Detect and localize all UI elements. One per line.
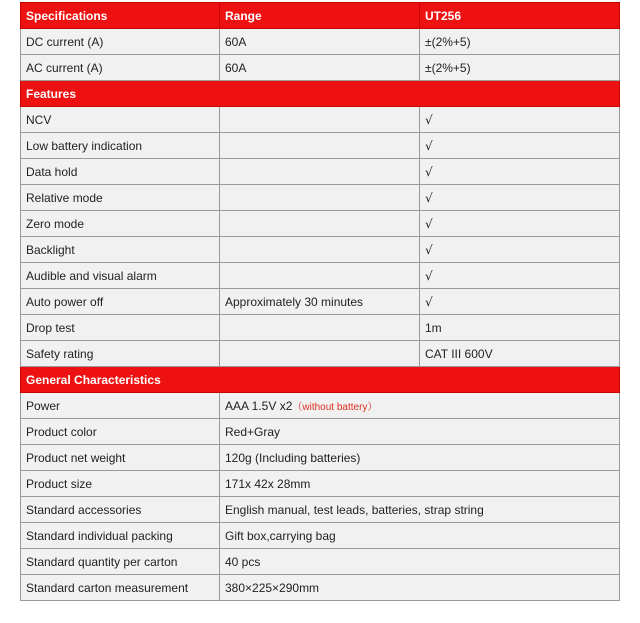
row-range <box>219 341 419 367</box>
table-row <box>21 237 620 263</box>
table-row <box>21 497 620 523</box>
power-value: AAA 1.5V x2 <box>224 399 293 413</box>
row-label: Auto power off <box>21 289 220 315</box>
table-row <box>21 55 620 81</box>
table-row <box>21 445 620 471</box>
row-value: 40 pcs <box>219 549 619 575</box>
general-characteristics-header-row <box>21 367 620 393</box>
row-range <box>219 211 419 237</box>
table-row <box>21 159 620 185</box>
table-row <box>21 185 620 211</box>
row-value: √ <box>419 185 619 211</box>
row-value: √ <box>419 159 619 185</box>
row-value <box>219 393 619 419</box>
row-value: √ <box>419 237 619 263</box>
row-value: √ <box>419 289 619 315</box>
section-title: Features <box>21 81 620 107</box>
specifications-table <box>20 2 620 601</box>
row-value: 171x 42x 28mm <box>219 471 619 497</box>
row-range: 60A <box>219 29 419 55</box>
header-cell: Specifications <box>21 3 220 29</box>
row-value: √ <box>419 107 619 133</box>
specifications-header-row <box>21 3 620 29</box>
row-label: Drop test <box>21 315 220 341</box>
row-label: Audible and visual alarm <box>21 263 220 289</box>
row-value: √ <box>419 211 619 237</box>
row-range <box>219 237 419 263</box>
row-value: ±(2%+5) <box>419 55 619 81</box>
row-value: ±(2%+5) <box>419 29 619 55</box>
row-range <box>219 133 419 159</box>
table-row <box>21 211 620 237</box>
section-title: General Characteristics <box>21 367 620 393</box>
row-label: Standard accessories <box>21 497 220 523</box>
row-label: Standard carton measurement <box>21 575 220 601</box>
row-label: Product color <box>21 419 220 445</box>
row-range <box>219 107 419 133</box>
row-label: Backlight <box>21 237 220 263</box>
row-range <box>219 185 419 211</box>
row-value: English manual, test leads, batteries, strap string <box>219 497 619 523</box>
row-label: DC current (A) <box>21 29 220 55</box>
row-label: Zero mode <box>21 211 220 237</box>
table-row <box>21 29 620 55</box>
row-label: Standard quantity per carton <box>21 549 220 575</box>
row-label: Low battery indication <box>21 133 220 159</box>
table-row <box>21 341 620 367</box>
row-label: Standard individual packing <box>21 523 220 549</box>
row-value: Red+Gray <box>219 419 619 445</box>
table-row <box>21 393 620 419</box>
row-range <box>219 315 419 341</box>
row-value: 120g (Including batteries) <box>219 445 619 471</box>
row-label: Relative mode <box>21 185 220 211</box>
row-label: NCV <box>21 107 220 133</box>
table-row <box>21 549 620 575</box>
table-row <box>21 471 620 497</box>
features-header-row <box>21 81 620 107</box>
row-value: CAT III 600V <box>419 341 619 367</box>
table-row <box>21 133 620 159</box>
row-value: 380×225×290mm <box>219 575 619 601</box>
table-row <box>21 575 620 601</box>
row-value: Gift box,carrying bag <box>219 523 619 549</box>
power-note: （without battery） <box>292 402 378 413</box>
row-range: 60A <box>219 55 419 81</box>
row-label: AC current (A) <box>21 55 220 81</box>
row-value: √ <box>419 133 619 159</box>
table-row <box>21 523 620 549</box>
table-row <box>21 289 620 315</box>
row-label: Product net weight <box>21 445 220 471</box>
header-cell: Range <box>219 3 419 29</box>
row-label: Data hold <box>21 159 220 185</box>
table-row <box>21 263 620 289</box>
row-range <box>219 263 419 289</box>
row-label: Power <box>21 393 220 419</box>
header-cell: UT256 <box>419 3 619 29</box>
table-row <box>21 107 620 133</box>
row-value: 1m <box>419 315 619 341</box>
row-range <box>219 159 419 185</box>
row-label: Product size <box>21 471 220 497</box>
table-row <box>21 315 620 341</box>
row-range: Approximately 30 minutes <box>219 289 419 315</box>
row-value: √ <box>419 263 619 289</box>
table-row <box>21 419 620 445</box>
row-label: Safety rating <box>21 341 220 367</box>
